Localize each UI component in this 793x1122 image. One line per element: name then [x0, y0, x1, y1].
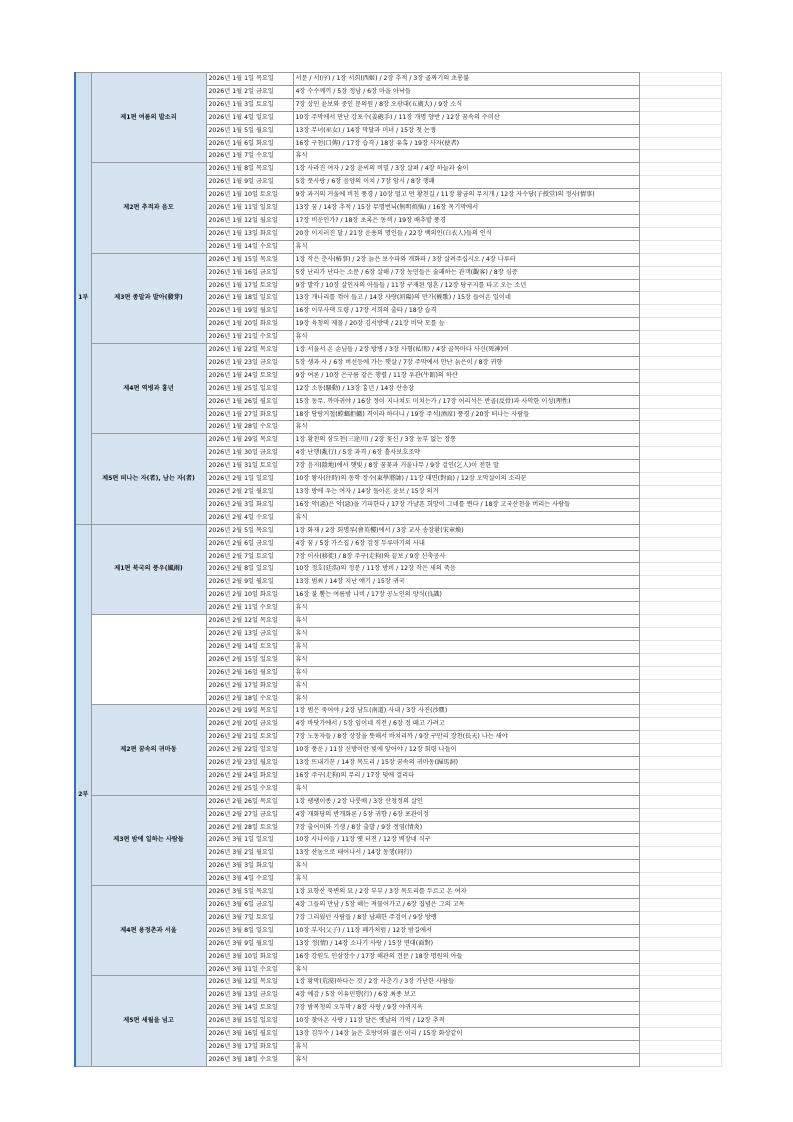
- reading-content-cell: 13장 뜨내기꾼 / 14장 목도리 / 15장 꿈속의 귀마동(歸馬洞): [293, 757, 639, 770]
- reading-content-cell: 13장 산놈으로 태어나서 / 14장 동행(同行): [293, 847, 639, 860]
- empty-cell: [639, 279, 721, 292]
- empty-cell: [639, 950, 721, 963]
- empty-cell: [639, 163, 721, 176]
- reading-content-cell: 9장 여론 / 10장 은구름 같은 행렬 / 11장 우관(牛館)의 하산: [293, 369, 639, 382]
- date-cell: 2026년 1월 16일 금요일: [206, 266, 293, 279]
- reading-content-cell: 휴식: [293, 782, 639, 795]
- empty-cell: [639, 627, 721, 640]
- reading-content-cell: 1장 서울서 온 손님들 / 2장 방병 / 3장 사형(私刑) / 4장 골목마다 사신(死神)이: [293, 344, 639, 357]
- date-cell: 2026년 1월 23일 금요일: [206, 356, 293, 369]
- date-cell: 2026년 2월 24일 화요일: [206, 769, 293, 782]
- reading-schedule-table: [74, 72, 722, 1067]
- reading-content-cell: 1장 황천의 삼도천(三途川) / 2장 꽃신 / 3장 농부 없는 장통: [293, 434, 639, 447]
- date-cell: 2026년 2월 6일 금요일: [206, 537, 293, 550]
- reading-content-cell: 10장 사나이들 / 11장 옛 터전 / 12장 벽장네 식구: [293, 834, 639, 847]
- empty-cell: [639, 447, 721, 460]
- chapter-title: 제3편 밤에 일하는 사람들: [91, 795, 206, 885]
- reading-content-cell: 1장 황막(荒漠)하다는 것 / 2장 사춘기 / 3장 가난한 사람들: [293, 976, 639, 989]
- empty-cell: [639, 176, 721, 189]
- date-cell: 2026년 3월 3일 화요일: [206, 860, 293, 873]
- empty-cell: [639, 860, 721, 873]
- empty-cell: [639, 73, 721, 86]
- empty-cell: [639, 731, 721, 744]
- date-cell: 2026년 2월 1일 일요일: [206, 473, 293, 486]
- date-cell: 2026년 1월 29일 목요일: [206, 434, 293, 447]
- empty-cell: [639, 1040, 721, 1053]
- reading-content-cell: 13장 개나리를 꺾어 들고 / 14장 사랑(斜陽)의 만가(輓歌) / 15장 들어온 일이네: [293, 292, 639, 305]
- empty-cell: [639, 692, 721, 705]
- reading-content-cell: 1장 화재 / 2장 회명루(會英樓)에서 / 3장 교사 송장환(宋章煥): [293, 524, 639, 537]
- date-cell: 2026년 1월 22일 목요일: [206, 344, 293, 357]
- empty-cell: [639, 615, 721, 628]
- empty-cell: [639, 873, 721, 886]
- date-cell: 2026년 2월 10일 화요일: [206, 589, 293, 602]
- reading-content-cell: 16장 악(惡)은 악(惡)을 기피한다 / 17장 가냘픈 희망이 그네를 뛴다 / 18장 고국산천을 버리는 사람들: [293, 498, 639, 511]
- empty-cell: [639, 963, 721, 976]
- reading-content-cell: 15장 동무, 까마귀야 / 16장 정이 지나쳐도 미치는가 / 17장 어리석은 반골(反骨)과 사악한 이성(理性): [293, 395, 639, 408]
- empty-cell: [639, 1002, 721, 1015]
- reading-content-cell: 1장 묘향산 묵변의 묘 / 2장 부부 / 3장 목도리를 두르고 온 여자: [293, 886, 639, 899]
- date-cell: 2026년 3월 17일 화요일: [206, 1040, 293, 1053]
- date-cell: 2026년 2월 23일 월요일: [206, 757, 293, 770]
- reading-content-cell: 13장 김두수 / 14장 늙은 호랑이와 젊은 이리 / 15장 화상같이: [293, 1028, 639, 1041]
- schedule-row: [75, 253, 721, 266]
- reading-content-cell: 휴식: [293, 963, 639, 976]
- empty-cell: [639, 795, 721, 808]
- empty-cell: [639, 331, 721, 344]
- date-cell: 2026년 2월 2일 월요일: [206, 486, 293, 499]
- reading-content-cell: 휴식: [293, 666, 639, 679]
- date-cell: 2026년 3월 11일 수요일: [206, 963, 293, 976]
- empty-cell: [639, 460, 721, 473]
- empty-cell: [639, 1015, 721, 1028]
- reading-content-cell: 4장 그들의 만남 / 5장 해는 져물어가고 / 6장 집념은 그의 고독: [293, 899, 639, 912]
- schedule-row: [75, 163, 721, 176]
- empty-cell: [639, 744, 721, 757]
- date-cell: 2026년 3월 2일 월요일: [206, 847, 293, 860]
- date-cell: 2026년 2월 3일 화요일: [206, 498, 293, 511]
- empty-cell: [639, 434, 721, 447]
- empty-cell: [639, 189, 721, 202]
- empty-cell: [639, 511, 721, 524]
- empty-cell: [639, 524, 721, 537]
- date-cell: 2026년 3월 15일 일요일: [206, 1015, 293, 1028]
- reading-content-cell: 휴식: [293, 150, 639, 163]
- reading-content-cell: 휴식: [293, 873, 639, 886]
- empty-cell: [639, 899, 721, 912]
- empty-cell: [639, 498, 721, 511]
- date-cell: 2026년 1월 27일 화요일: [206, 408, 293, 421]
- empty-cell: [639, 563, 721, 576]
- reading-content-cell: 4장 바닷가에서 / 5장 임이네 직전 / 6장 정 떼고 가려고: [293, 718, 639, 731]
- empty-cell: [639, 356, 721, 369]
- chapter-title: 제3편 종말과 발아(發芽): [91, 253, 206, 343]
- reading-content-cell: 10장 정호(廷浩)의 정분 / 11장 방비 / 12장 작은 새의 죽음: [293, 563, 639, 576]
- date-cell: 2026년 2월 14일 토요일: [206, 640, 293, 653]
- reading-content-cell: 13장 무녀(巫女) / 14장 막달과 미녀 / 15장 첫 논쟁: [293, 124, 639, 137]
- date-cell: 2026년 1월 18일 일요일: [206, 292, 293, 305]
- empty-cell: [639, 537, 721, 550]
- date-cell: 2026년 2월 12일 목요일: [206, 615, 293, 628]
- chapter-title: 제5편 세월을 넘고: [91, 976, 206, 1066]
- schedule-row: [75, 976, 721, 989]
- empty-cell: [639, 85, 721, 98]
- reading-content-cell: 1장 팽팽이종 / 2장 나룻배 / 3장 산청정의 살인: [293, 795, 639, 808]
- empty-cell: [639, 318, 721, 331]
- reading-content-cell: 10장 주막에서 만난 강포수(姜砲手) / 11장 개명 양반 / 12장 꿈속의 수미산: [293, 111, 639, 124]
- date-cell: 2026년 2월 27일 금요일: [206, 808, 293, 821]
- date-cell: 2026년 1월 13일 화요일: [206, 227, 293, 240]
- schedule-row: [75, 524, 721, 537]
- date-cell: 2026년 3월 12일 목요일: [206, 976, 293, 989]
- reading-content-cell: 12장 소동(騷動) / 13장 흉년 / 14장 산송장: [293, 382, 639, 395]
- empty-cell: [639, 382, 721, 395]
- reading-content-cell: 7장 음지(陰地)에서 햇빛 / 8장 꿈꽃과 거울나무 / 9장 걸인(乞人)이 전한 말: [293, 460, 639, 473]
- date-cell: 2026년 1월 9일 금요일: [206, 176, 293, 189]
- date-cell: 2026년 3월 16일 월요일: [206, 1028, 293, 1041]
- date-cell: 2026년 2월 5일 목요일: [206, 524, 293, 537]
- reading-content-cell: 10장 풍운 / 11장 신방이란 빛에 앞어야 / 12장 회령 나들이: [293, 744, 639, 757]
- date-cell: 2026년 1월 31일 토요일: [206, 460, 293, 473]
- empty-cell: [639, 679, 721, 692]
- empty-cell: [639, 989, 721, 1002]
- date-cell: 2026년 1월 19일 월요일: [206, 305, 293, 318]
- chapter-title: 제2편 꿈속의 귀마동: [91, 705, 206, 795]
- date-cell: 2026년 2월 21일 토요일: [206, 731, 293, 744]
- date-cell: 2026년 2월 26일 목요일: [206, 795, 293, 808]
- date-cell: 2026년 2월 28일 토요일: [206, 821, 293, 834]
- date-cell: 2026년 2월 16일 월요일: [206, 666, 293, 679]
- empty-cell: [639, 769, 721, 782]
- empty-cell: [639, 369, 721, 382]
- date-cell: 2026년 2월 11일 수요일: [206, 602, 293, 615]
- empty-cell: [639, 550, 721, 563]
- date-cell: 2026년 1월 8일 목요일: [206, 163, 293, 176]
- date-cell: 2026년 2월 17일 화요일: [206, 679, 293, 692]
- reading-content-cell: 서문 / 서(序) / 1장 서희(西姬) / 2장 추적 / 3장 골짜기의 초롱불: [293, 73, 639, 86]
- date-cell: 2026년 3월 13일 금요일: [206, 989, 293, 1002]
- date-cell: 2026년 2월 13일 금요일: [206, 627, 293, 640]
- reading-content-cell: 휴식: [293, 511, 639, 524]
- empty-cell: [639, 344, 721, 357]
- date-cell: 2026년 1월 6일 화요일: [206, 137, 293, 150]
- reading-content-cell: 7장 노동자들 / 8장 상장을 뜻해서 바치리까 / 9장 구만리 장천(長天) 나는 새야: [293, 731, 639, 744]
- empty-cell: [639, 150, 721, 163]
- empty-cell: [639, 124, 721, 137]
- reading-content-cell: 10장 찾아온 사랑 / 11장 달은 옛날의 기억 / 12장 추적: [293, 1015, 639, 1028]
- reading-content-cell: 13장 방에 우는 여자 / 14장 돌아온 윤보 / 15장 의거: [293, 486, 639, 499]
- date-cell: 2026년 3월 6일 금요일: [206, 899, 293, 912]
- reading-content-cell: 13장 정(情) / 14장 소나기 사랑 / 15장 면대(面對): [293, 937, 639, 950]
- empty-cell: [639, 718, 721, 731]
- chapter-title: 제1편 여름의 발소리: [91, 73, 206, 163]
- chapter-title: 제5편 떠나는 자(者), 남는 자(者): [91, 434, 206, 524]
- chapter-title: 제4편 역병과 흉년: [91, 344, 206, 434]
- empty-cell: [639, 757, 721, 770]
- date-cell: 2026년 1월 28일 수요일: [206, 421, 293, 434]
- empty-cell: [639, 640, 721, 653]
- chapter-title: 제2편 추적과 음모: [91, 163, 206, 253]
- date-cell: 2026년 1월 3일 토요일: [206, 98, 293, 111]
- reading-content-cell: 10장 부자(父子) / 11장 폐가처럼 / 12장 밤길에서: [293, 924, 639, 937]
- chapter-title: [91, 615, 206, 705]
- date-cell: 2026년 2월 8일 일요일: [206, 563, 293, 576]
- date-cell: 2026년 2월 20일 금요일: [206, 718, 293, 731]
- reading-content-cell: 7장 그리웠던 사람들 / 8장 남패한 주검이 / 9장 방랭: [293, 911, 639, 924]
- reading-content-cell: 13장 범최 / 14장 지난 얘기 / 15장 귀국: [293, 576, 639, 589]
- empty-cell: [639, 137, 721, 150]
- empty-cell: [639, 886, 721, 899]
- reading-content-cell: 7장 밤복청의 오두막 / 8장 사랑 / 9장 야귀지옥: [293, 1002, 639, 1015]
- reading-content-cell: 9장 과거의 거울에 비친 풍경 / 10장 멀고 먼 황천길 / 11장 황금의 무지개 / 12장 자수당(子授堂)의 정사(情事): [293, 189, 639, 202]
- reading-content-cell: 7장 상민 윤보와 중인 문의원 / 8장 오광대(五廣大) / 9장 소식: [293, 98, 639, 111]
- reading-content-cell: 7장 이사(移徙) / 8장 주구(走狗)와 끝보 / 9장 신축공사: [293, 550, 639, 563]
- date-cell: 2026년 2월 18일 수요일: [206, 692, 293, 705]
- part-label: 1부: [75, 73, 91, 525]
- reading-content-cell: 5장 생과 사 / 6장 버선등에 가는 햇살 / 7장 주막에서 만난 늙은이 / 8장 귀향: [293, 356, 639, 369]
- reading-content-cell: 16장 불 뿜는 여름밤 나비 / 17장 공노인의 양식(良識): [293, 589, 639, 602]
- reading-content-cell: 휴식: [293, 692, 639, 705]
- date-cell: 2026년 2월 19일 목요일: [206, 705, 293, 718]
- empty-cell: [639, 821, 721, 834]
- date-cell: 2026년 2월 25일 수요일: [206, 782, 293, 795]
- empty-cell: [639, 421, 721, 434]
- empty-cell: [639, 111, 721, 124]
- empty-cell: [639, 253, 721, 266]
- reading-content-cell: 10장 왕사(往時)의 동학 장수(東學將帥) / 11장 대면(對面) / 12장 오막살이의 소리꾼: [293, 473, 639, 486]
- reading-content-cell: 5장 난리가 난다는 소문 / 6장 살해 / 7장 농민들은 술패하는 관객(觀客) / 8장 심증: [293, 266, 639, 279]
- date-cell: 2026년 3월 1일 일요일: [206, 834, 293, 847]
- empty-cell: [639, 227, 721, 240]
- reading-content-cell: 1장 작은 춘사(椿事) / 2장 늙은 보수파와 개화파 / 3장 살려주십시오 / 4장 나루터: [293, 253, 639, 266]
- date-cell: 2026년 1월 17일 토요일: [206, 279, 293, 292]
- chapter-title: 제4편 용정촌과 서울: [91, 886, 206, 976]
- empty-cell: [639, 666, 721, 679]
- empty-cell: [639, 292, 721, 305]
- empty-cell: [639, 576, 721, 589]
- date-cell: 2026년 2월 15일 일요일: [206, 653, 293, 666]
- empty-cell: [639, 602, 721, 615]
- empty-cell: [639, 473, 721, 486]
- empty-cell: [639, 705, 721, 718]
- date-cell: 2026년 2월 9일 월요일: [206, 576, 293, 589]
- empty-cell: [639, 808, 721, 821]
- empty-cell: [639, 937, 721, 950]
- reading-content-cell: 4장 난행(亂行) / 5장 과격 / 6장 흩사보호조약: [293, 447, 639, 460]
- date-cell: 2026년 1월 14일 수요일: [206, 240, 293, 253]
- empty-cell: [639, 976, 721, 989]
- date-cell: 2026년 1월 25일 일요일: [206, 382, 293, 395]
- reading-content-cell: 19장 육청의 제물 / 20장 김서방댁 / 21장 비닥 모를 늪: [293, 318, 639, 331]
- reading-content-cell: 4장 수수께끼 / 5장 정남 / 6장 마을 아낙들: [293, 85, 639, 98]
- empty-cell: [639, 395, 721, 408]
- date-cell: 2026년 1월 15일 목요일: [206, 253, 293, 266]
- reading-content-cell: 7장 출어미와 기생 / 8장 출발 / 9장 정염(情炎): [293, 821, 639, 834]
- date-cell: 2026년 1월 2일 금요일: [206, 85, 293, 98]
- empty-cell: [639, 782, 721, 795]
- date-cell: 2026년 1월 20일 화요일: [206, 318, 293, 331]
- empty-cell: [639, 98, 721, 111]
- reading-content-cell: 20장 이지러진 달 / 21장 운용의 명인들 / 22장 백의인(白衣人)들의 인식: [293, 227, 639, 240]
- empty-cell: [639, 653, 721, 666]
- reading-content-cell: 18장 당랑거철(螳螂拒轍) 격이라 하더니 / 19장 주석(酒席) 풍경 / 20장 떠나는 사람들: [293, 408, 639, 421]
- schedule-row: [75, 434, 721, 447]
- schedule-body: [75, 73, 721, 1067]
- date-cell: 2026년 1월 4일 일요일: [206, 111, 293, 124]
- schedule-row: [75, 795, 721, 808]
- date-cell: 2026년 3월 8일 일요일: [206, 924, 293, 937]
- reading-content-cell: 휴식: [293, 627, 639, 640]
- date-cell: 2026년 3월 4일 수요일: [206, 873, 293, 886]
- reading-content-cell: 휴식: [293, 679, 639, 692]
- date-cell: 2026년 1월 1일 목요일: [206, 73, 293, 86]
- empty-cell: [639, 589, 721, 602]
- empty-cell: [639, 1028, 721, 1041]
- reading-content-cell: 4장 꿈 / 5장 가스집 / 6장 검정 두루마기의 사내: [293, 537, 639, 550]
- empty-cell: [639, 924, 721, 937]
- empty-cell: [639, 202, 721, 215]
- date-cell: 2026년 2월 4일 수요일: [206, 511, 293, 524]
- reading-content-cell: 휴식: [293, 1040, 639, 1053]
- reading-content-cell: 1장 사라진 여자 / 2장 윤씨의 비밀 / 3장 살펴 / 4장 하늘과 숨이: [293, 163, 639, 176]
- date-cell: 2026년 1월 30일 금요일: [206, 447, 293, 460]
- empty-cell: [639, 408, 721, 421]
- reading-content-cell: 13장 꿈 / 14장 추적 / 15장 무명번뇌(無明煩惱) / 16장 목기막에서: [293, 202, 639, 215]
- date-cell: 2026년 3월 10일 화요일: [206, 950, 293, 963]
- reading-content-cell: 휴식: [293, 640, 639, 653]
- empty-cell: [639, 214, 721, 227]
- schedule-row: [75, 615, 721, 628]
- empty-cell: [639, 240, 721, 253]
- date-cell: 2026년 1월 12일 월요일: [206, 214, 293, 227]
- part-label: 2부: [75, 524, 91, 1066]
- reading-content-cell: 16장 구천(口傳) / 17장 습격 / 18장 유혹 / 19장 사자(使者): [293, 137, 639, 150]
- empty-cell: [639, 847, 721, 860]
- reading-content-cell: 16장 강원도 인삼장수 / 17장 해관의 견문 / 18장 명원의 아들: [293, 950, 639, 963]
- empty-cell: [639, 305, 721, 318]
- reading-content-cell: 16장 이부사댁 도령 / 17장 서희의 출타 / 18장 습격: [293, 305, 639, 318]
- date-cell: 2026년 1월 21일 수요일: [206, 331, 293, 344]
- reading-content-cell: 휴식: [293, 331, 639, 344]
- empty-cell: [639, 486, 721, 499]
- empty-cell: [639, 834, 721, 847]
- date-cell: 2026년 1월 10일 토요일: [206, 189, 293, 202]
- reading-content-cell: 9장 발각 / 10장 살인자의 아들들 / 11장 구재된 영혼 / 12장 당구지를 타고 오는 소년: [293, 279, 639, 292]
- date-cell: 2026년 3월 18일 수요일: [206, 1053, 293, 1066]
- reading-content-cell: 휴식: [293, 240, 639, 253]
- chapter-title: 제1편 북국의 풍우(風雨): [91, 524, 206, 614]
- schedule-row: [75, 344, 721, 357]
- reading-content-cell: 휴식: [293, 602, 639, 615]
- reading-content-cell: 휴식: [293, 653, 639, 666]
- date-cell: 2026년 1월 5일 월요일: [206, 124, 293, 137]
- date-cell: 2026년 3월 7일 토요일: [206, 911, 293, 924]
- date-cell: 2026년 3월 9일 월요일: [206, 937, 293, 950]
- date-cell: 2026년 3월 14일 토요일: [206, 1002, 293, 1015]
- reading-content-cell: 16장 주구(走狗)의 무리 / 17장 덫에 걸리다: [293, 769, 639, 782]
- reading-content-cell: 휴식: [293, 1053, 639, 1066]
- date-cell: 2026년 1월 7일 수요일: [206, 150, 293, 163]
- reading-content-cell: 휴식: [293, 615, 639, 628]
- empty-cell: [639, 266, 721, 279]
- reading-content-cell: 휴식: [293, 421, 639, 434]
- date-cell: 2026년 3월 5일 목요일: [206, 886, 293, 899]
- schedule-row: [75, 73, 721, 86]
- empty-cell: [639, 911, 721, 924]
- date-cell: 2026년 2월 22일 일요일: [206, 744, 293, 757]
- reading-content-cell: 4장 개화당의 반개화론 / 5장 귀향 / 6장 포관이정: [293, 808, 639, 821]
- reading-content-cell: 5장 풋사랑 / 6장 음양의 이치 / 7장 암시 / 8장 행패: [293, 176, 639, 189]
- schedule-row: [75, 705, 721, 718]
- date-cell: 2026년 1월 24일 토요일: [206, 369, 293, 382]
- reading-content-cell: 1장 범은 죽어야 / 2장 남도(南道) 사내 / 3장 사진(沙塵): [293, 705, 639, 718]
- schedule-row: [75, 886, 721, 899]
- reading-content-cell: 휴식: [293, 860, 639, 873]
- date-cell: 2026년 2월 7일 토요일: [206, 550, 293, 563]
- reading-content-cell: 17장 비운인가? / 18장 초록은 동색 / 19장 배추밭 풍경: [293, 214, 639, 227]
- date-cell: 2026년 1월 26일 월요일: [206, 395, 293, 408]
- reading-content-cell: 4장 예감 / 5장 이유민행(行) / 6장 최종 보고: [293, 989, 639, 1002]
- date-cell: 2026년 1월 11일 일요일: [206, 202, 293, 215]
- empty-cell: [639, 1053, 721, 1066]
